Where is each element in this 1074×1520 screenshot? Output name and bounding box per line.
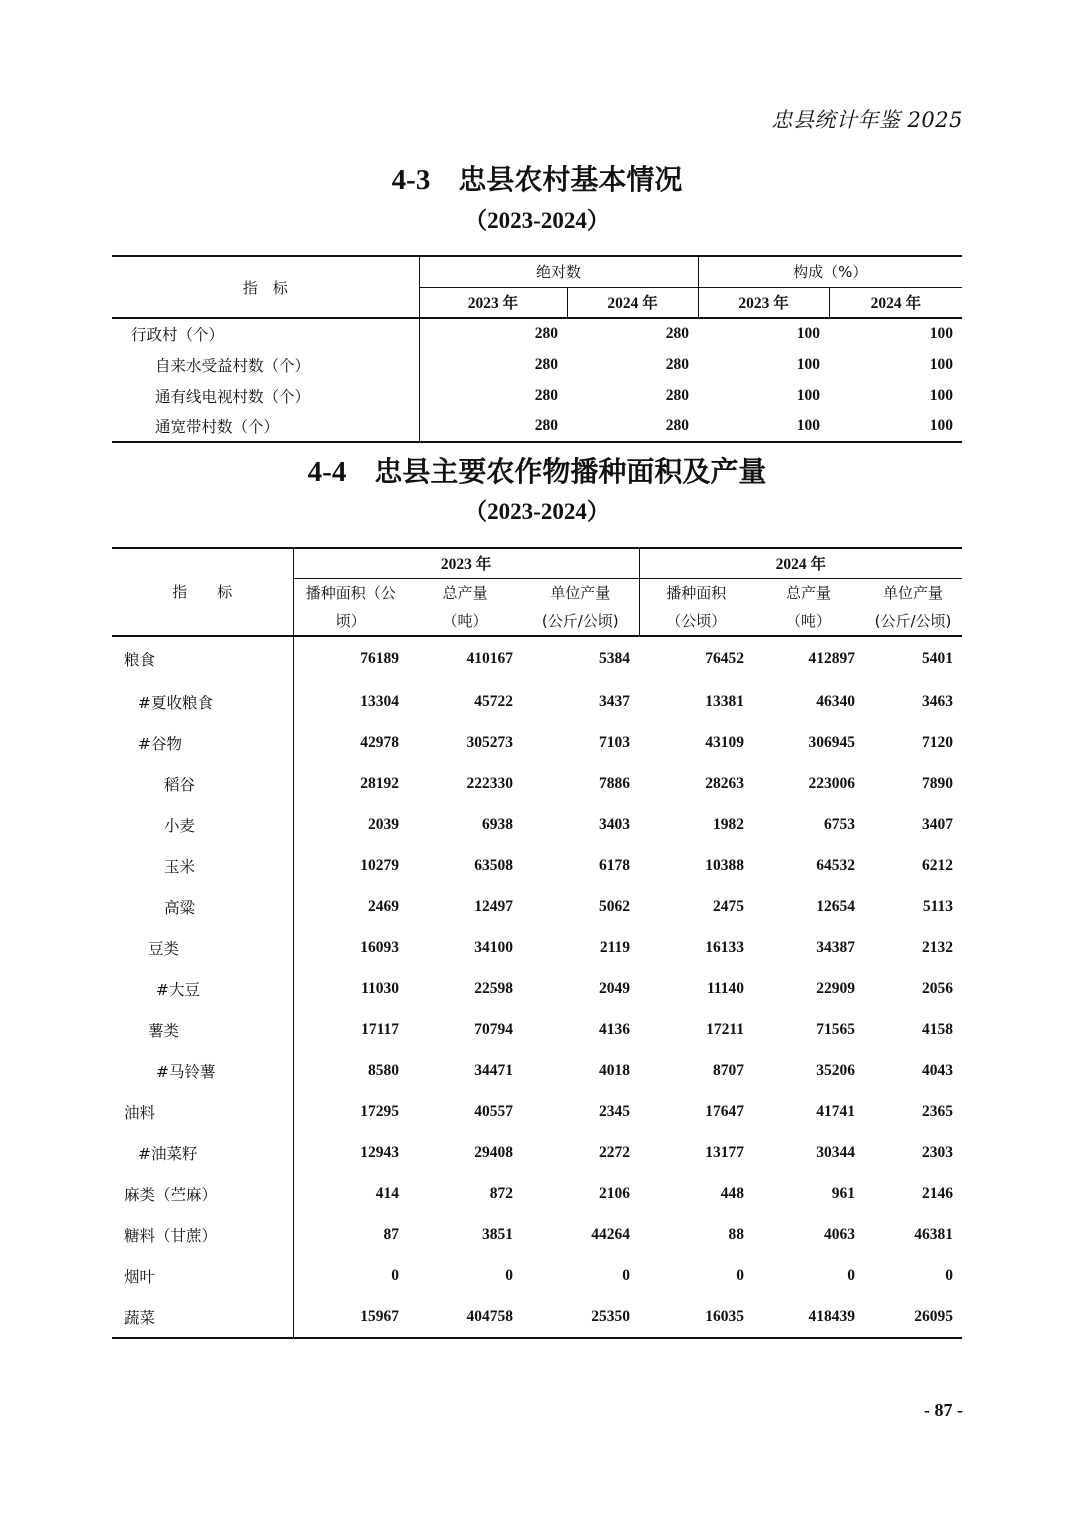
row-label: 自来水受益村数（个） xyxy=(112,349,419,380)
cell-value: 0 xyxy=(945,1267,954,1284)
column-header-line: 总产量 xyxy=(786,583,832,602)
cell-value: 43109 xyxy=(705,734,745,751)
cell-value: 34100 xyxy=(474,939,513,956)
table44-title xyxy=(0,450,1074,490)
column-header-line: 单位产量 xyxy=(883,583,944,602)
cell-value: 5401 xyxy=(922,650,954,667)
cell-value: 7890 xyxy=(922,775,954,792)
column-header-line: (公斤/公顷) xyxy=(874,611,952,630)
table43-title xyxy=(0,158,1074,198)
column-header-line: （吨） xyxy=(786,611,832,630)
running-head: 忠县统计年鉴 2025 xyxy=(771,108,963,132)
cell-value: 2146 xyxy=(922,1185,954,1202)
cell-value: 2049 xyxy=(599,980,631,997)
table43-subtitle: （2023-2024） xyxy=(464,208,610,233)
table-row xyxy=(112,1215,962,1256)
table-row xyxy=(112,1256,962,1297)
cell-value: 3403 xyxy=(599,816,631,833)
row-label: 玉米 xyxy=(112,846,293,887)
cell-value: 16035 xyxy=(639,1297,753,1338)
table44-subtitle: （2023-2024） xyxy=(464,499,610,524)
cell-value: 6753 xyxy=(824,816,856,833)
cell-value: 2119 xyxy=(599,939,631,956)
cell-value: 6178 xyxy=(599,857,631,874)
table-row xyxy=(112,764,962,805)
cell-value: 45722 xyxy=(474,693,513,710)
row-label: #夏收粮食 xyxy=(112,682,293,723)
cell-value: 448 xyxy=(720,1185,745,1202)
cell-value: 30344 xyxy=(816,1144,856,1161)
cell-value: 5384 xyxy=(599,650,631,667)
column-header-line: 单位产量 xyxy=(550,583,611,602)
cell-value: 12654 xyxy=(816,898,856,915)
column-header-line: （吨） xyxy=(442,611,488,630)
cell-value: 305273 xyxy=(466,734,513,751)
table43-year-header: 2023 年 xyxy=(698,287,829,318)
column-header-line: 播种面积（公 xyxy=(305,583,396,602)
table-row xyxy=(112,349,962,380)
table-row xyxy=(112,805,962,846)
table43-year-header: 2024 年 xyxy=(567,287,698,318)
table-row xyxy=(112,318,962,349)
cell-value: 15967 xyxy=(293,1297,408,1338)
cell-value: 100 xyxy=(929,386,954,404)
cell-value: 2345 xyxy=(599,1103,631,1120)
cell-value: 961 xyxy=(831,1185,856,1202)
cell-value: 280 xyxy=(419,411,567,442)
cell-value: 306945 xyxy=(808,734,856,751)
table-row xyxy=(112,1051,962,1092)
cell-value: 87 xyxy=(383,1226,399,1243)
cell-value: 2475 xyxy=(713,898,745,915)
cell-value: 0 xyxy=(505,1267,513,1284)
row-label: 油料 xyxy=(112,1092,293,1133)
table44-column-header xyxy=(753,578,864,636)
table43-indicator-header: 指 标 xyxy=(112,256,419,318)
cell-value: 40557 xyxy=(474,1103,513,1120)
table44-column-header xyxy=(522,578,639,636)
cell-value: 4063 xyxy=(824,1226,856,1243)
cell-value: 2303 xyxy=(922,1144,954,1161)
row-label: 薯类 xyxy=(112,1010,293,1051)
cell-value: 3851 xyxy=(482,1226,513,1243)
table-row xyxy=(112,636,962,682)
row-label: 高粱 xyxy=(112,887,293,928)
cell-value: 0 xyxy=(622,1267,631,1284)
table-row xyxy=(112,411,962,442)
table-row xyxy=(112,723,962,764)
row-label: 糖料（甘蔗） xyxy=(112,1215,293,1256)
table44-column-header xyxy=(864,578,962,636)
cell-value: 17117 xyxy=(361,1021,399,1038)
table-row xyxy=(112,969,962,1010)
cell-value: 7103 xyxy=(599,734,631,751)
cell-value: 2365 xyxy=(922,1103,954,1120)
cell-value: 280 xyxy=(665,386,690,404)
cell-value: 16133 xyxy=(705,939,745,956)
table43-group-absolute: 绝对数 xyxy=(419,256,698,287)
row-label: 小麦 xyxy=(112,805,293,846)
cell-value: 280 xyxy=(665,355,690,373)
table-row xyxy=(112,380,962,411)
cell-value: 100 xyxy=(929,355,954,373)
cell-value: 17647 xyxy=(705,1103,745,1120)
cell-value: 28192 xyxy=(360,775,399,792)
row-label: #大豆 xyxy=(112,969,293,1010)
table-row xyxy=(112,682,962,723)
cell-value: 7120 xyxy=(922,734,954,751)
cell-value: 280 xyxy=(567,411,698,442)
cell-value: 71565 xyxy=(816,1021,856,1038)
cell-value: 7886 xyxy=(599,775,631,792)
cell-value: 2272 xyxy=(599,1144,631,1161)
table-row xyxy=(112,887,962,928)
page-number: - 87 - xyxy=(924,1400,963,1420)
cell-value: 17295 xyxy=(360,1103,399,1120)
table44-indicator-header: 指 标 xyxy=(112,548,293,636)
column-header-line: 播种面积 xyxy=(666,583,727,602)
cell-value: 3437 xyxy=(599,693,631,710)
cell-value: 0 xyxy=(736,1267,745,1284)
table43-number: 4-3 xyxy=(391,164,431,196)
cell-value: 872 xyxy=(489,1185,513,1202)
cell-value: 10388 xyxy=(705,857,745,874)
table44-year-2023: 2023 年 xyxy=(293,548,639,578)
cell-value: 280 xyxy=(534,325,558,342)
row-label: 行政村（个） xyxy=(112,318,419,349)
table-row xyxy=(112,846,962,887)
cell-value: 12497 xyxy=(474,898,513,915)
cell-value: 25350 xyxy=(522,1297,639,1338)
cell-value: 28263 xyxy=(705,775,745,792)
cell-value: 17211 xyxy=(706,1021,745,1038)
cell-value: 26095 xyxy=(864,1297,962,1338)
cell-value: 100 xyxy=(929,325,954,342)
cell-value: 100 xyxy=(698,411,829,442)
cell-value: 0 xyxy=(391,1267,399,1284)
table44 xyxy=(112,547,962,1339)
cell-value: 1982 xyxy=(713,816,745,833)
cell-value: 100 xyxy=(829,411,962,442)
cell-value: 10279 xyxy=(360,857,399,874)
cell-value: 5062 xyxy=(599,898,631,915)
cell-value: 404758 xyxy=(408,1297,522,1338)
cell-value: 2039 xyxy=(368,816,399,833)
cell-value: 13304 xyxy=(360,693,399,710)
cell-value: 16093 xyxy=(360,939,399,956)
cell-value: 11030 xyxy=(361,980,399,997)
cell-value: 64532 xyxy=(816,857,856,874)
row-label: #马铃薯 xyxy=(112,1051,293,1092)
cell-value: 3407 xyxy=(922,816,954,833)
cell-value: 70794 xyxy=(474,1021,513,1038)
cell-value: 8580 xyxy=(368,1062,399,1079)
cell-value: 100 xyxy=(796,355,821,373)
table44-column-header xyxy=(639,578,753,636)
cell-value: 35206 xyxy=(816,1062,856,1079)
cell-value: 76189 xyxy=(360,650,399,667)
cell-value: 46340 xyxy=(816,693,856,710)
table-row xyxy=(112,1174,962,1215)
column-header-line: 总产量 xyxy=(442,583,488,602)
cell-value: 63508 xyxy=(474,857,513,874)
table43-year-header: 2023 年 xyxy=(419,287,567,318)
cell-value: 13381 xyxy=(705,693,745,710)
table-row xyxy=(112,1133,962,1174)
cell-value: 34387 xyxy=(816,939,856,956)
cell-value: 414 xyxy=(375,1185,399,1202)
cell-value: 76452 xyxy=(705,650,745,667)
row-label: #油菜籽 xyxy=(112,1133,293,1174)
cell-value: 2106 xyxy=(599,1185,631,1202)
cell-value: 6938 xyxy=(482,816,513,833)
row-label: 通有线电视村数（个） xyxy=(112,380,419,411)
cell-value: 4018 xyxy=(599,1062,631,1079)
row-label: 通宽带村数（个） xyxy=(112,411,419,442)
table44-number: 4-4 xyxy=(307,456,347,488)
row-label: 稻谷 xyxy=(112,764,293,805)
column-header-line: (公斤/公顷) xyxy=(541,611,619,630)
row-label: #谷物 xyxy=(112,723,293,764)
cell-value: 44264 xyxy=(591,1226,631,1243)
column-header-line: （公顷） xyxy=(666,611,727,630)
table-row xyxy=(112,1010,962,1051)
table-row xyxy=(112,1297,962,1338)
cell-value: 280 xyxy=(534,355,558,373)
table43-group-composition: 构成（%） xyxy=(698,256,962,287)
cell-value: 8707 xyxy=(713,1062,745,1079)
cell-value: 3463 xyxy=(922,693,954,710)
cell-value: 2469 xyxy=(368,898,399,915)
table43-year-header: 2024 年 xyxy=(829,287,962,318)
cell-value: 0 xyxy=(847,1267,856,1284)
cell-value: 6212 xyxy=(922,857,954,874)
cell-value: 4136 xyxy=(599,1021,631,1038)
cell-value: 223006 xyxy=(808,775,856,792)
table43 xyxy=(112,255,962,443)
cell-value: 280 xyxy=(534,386,558,404)
cell-value: 412897 xyxy=(808,650,856,667)
row-label: 蔬菜 xyxy=(112,1297,293,1338)
table-row xyxy=(112,1092,962,1133)
cell-value: 29408 xyxy=(474,1144,513,1161)
row-label: 豆类 xyxy=(112,928,293,969)
cell-value: 22598 xyxy=(474,980,513,997)
cell-value: 42978 xyxy=(360,734,399,751)
table44-column-header xyxy=(293,578,408,636)
cell-value: 4158 xyxy=(922,1021,954,1038)
cell-value: 11140 xyxy=(706,980,745,997)
cell-value: 2132 xyxy=(922,939,954,956)
cell-value: 4043 xyxy=(922,1062,954,1079)
cell-value: 410167 xyxy=(466,650,513,667)
table43-title-text: 忠县农村基本情况 xyxy=(458,163,683,196)
table44-year-2024: 2024 年 xyxy=(639,548,962,578)
cell-value: 41741 xyxy=(816,1103,856,1120)
cell-value: 88 xyxy=(728,1226,745,1243)
table-row xyxy=(112,928,962,969)
cell-value: 2056 xyxy=(922,980,954,997)
cell-value: 12943 xyxy=(360,1144,399,1161)
cell-value: 418439 xyxy=(753,1297,864,1338)
cell-value: 100 xyxy=(796,325,821,342)
table44-column-header xyxy=(408,578,522,636)
column-header-line: 顷） xyxy=(335,611,366,630)
cell-value: 22909 xyxy=(816,980,856,997)
row-label: 粮食 xyxy=(112,636,293,682)
cell-value: 5113 xyxy=(922,898,954,915)
cell-value: 280 xyxy=(665,325,690,342)
row-label: 烟叶 xyxy=(112,1256,293,1297)
table44-title-text: 忠县主要农作物播种面积及产量 xyxy=(374,455,767,488)
cell-value: 100 xyxy=(796,386,821,404)
cell-value: 13177 xyxy=(705,1144,745,1161)
row-label: 麻类（苎麻） xyxy=(112,1174,293,1215)
cell-value: 34471 xyxy=(474,1062,513,1079)
cell-value: 222330 xyxy=(466,775,513,792)
cell-value: 46381 xyxy=(914,1226,954,1243)
